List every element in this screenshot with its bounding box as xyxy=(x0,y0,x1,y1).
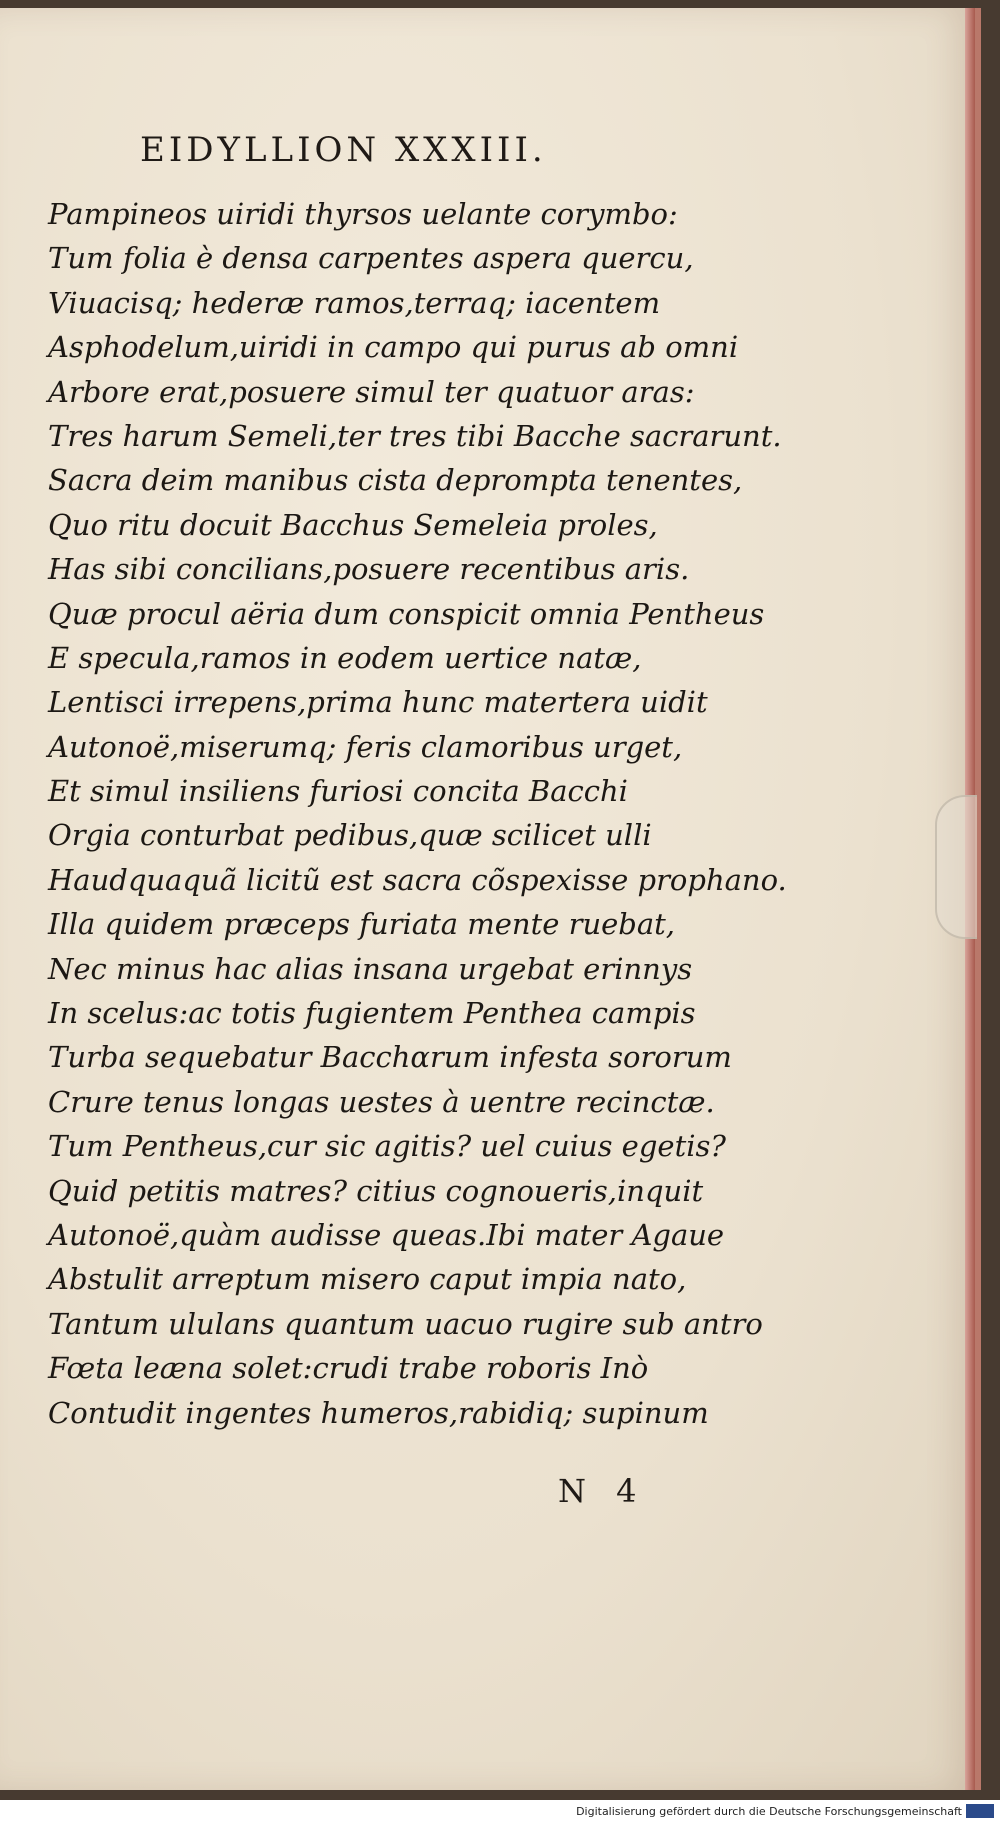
verse-line: Nec minus hac alias insana urgebat erinnys xyxy=(48,951,693,986)
verse-line: Tum Pentheus,cur sic agitis? uel cuius egetis? xyxy=(48,1129,726,1164)
dfg-logo xyxy=(966,1804,994,1818)
footer-credit: Digitalisierung gefördert durch die Deutsche Forschungsgemeinschaft xyxy=(576,1805,962,1818)
verse-line: In scelus:ac totis fugientem Penthea campis xyxy=(48,996,696,1031)
verse-line: Illa quidem præceps furiata mente ruebat, xyxy=(48,907,676,942)
verse-line: Pampineos uiridi thyrsos uelante corymbo: xyxy=(48,197,678,231)
verse-line: Tres harum Semeli,ter tres tibi Bacche sacrarunt. xyxy=(48,418,782,453)
verse-block xyxy=(48,192,787,1435)
verse-line: Fœta leæna solet:crudi trabe roboris Inò xyxy=(48,1351,649,1386)
verse-line: Asphodelum,uiridi in campo qui purus ab omni xyxy=(48,330,739,365)
verse-line: Sacra deim manibus cista deprompta tenentes, xyxy=(48,463,743,498)
verse-line: Turba sequebatur Bacchαrum infesta sororum xyxy=(48,1040,732,1075)
verse-line: Lentisci irrepens,prima hunc matertera uidit xyxy=(48,685,708,720)
verse-line: Quæ procul aëria dum conspicit omnia Pentheus xyxy=(48,596,765,631)
verse-line: Abstulit arreptum misero caput impia nato, xyxy=(48,1262,687,1297)
verse-line: Contudit ingentes humeros,rabidiq; supinum xyxy=(48,1395,709,1430)
verse-line: Tum folia è densa carpentes aspera quercu, xyxy=(48,241,694,276)
verse-line: E specula,ramos in eodem uertice natæ, xyxy=(48,640,642,675)
verse-line: Et simul insiliens furiosi concita Bacchi xyxy=(48,774,628,809)
verse-line: Autonoë,quàm audisse queas.Ibi mater Agaue xyxy=(48,1217,725,1252)
verse-line: Autonoë,miserumq; feris clamoribus urget, xyxy=(48,729,683,764)
verse-line: Viuacisq; hederæ ramos,terraq; iacentem xyxy=(48,285,661,320)
verse-line: Tantum ululans quantum uacuo rugire sub antro xyxy=(48,1306,763,1341)
verse-line: Has sibi concilians,posuere recentibus aris. xyxy=(48,552,690,587)
verse-line: Quo ritu docuit Bacchus Semeleia proles, xyxy=(48,507,658,542)
verse-line: Quid petitis matres? citius cognoueris,inquit xyxy=(48,1173,704,1208)
page-clip xyxy=(935,795,977,939)
running-head: EIDYLLION XXXIII. xyxy=(140,130,547,170)
verse-line: Arbore erat,posuere simul ter quatuor aras: xyxy=(48,374,695,409)
signature-mark: N 4 xyxy=(558,1472,647,1510)
verse-line: Orgia conturbat pedibus,quæ scilicet ulli xyxy=(48,818,652,853)
verse-line: Haudquaquã licitũ est sacra cõspexisse prophano. xyxy=(48,862,787,897)
verse-line: Crure tenus longas uestes à uentre recinctæ. xyxy=(48,1084,715,1119)
